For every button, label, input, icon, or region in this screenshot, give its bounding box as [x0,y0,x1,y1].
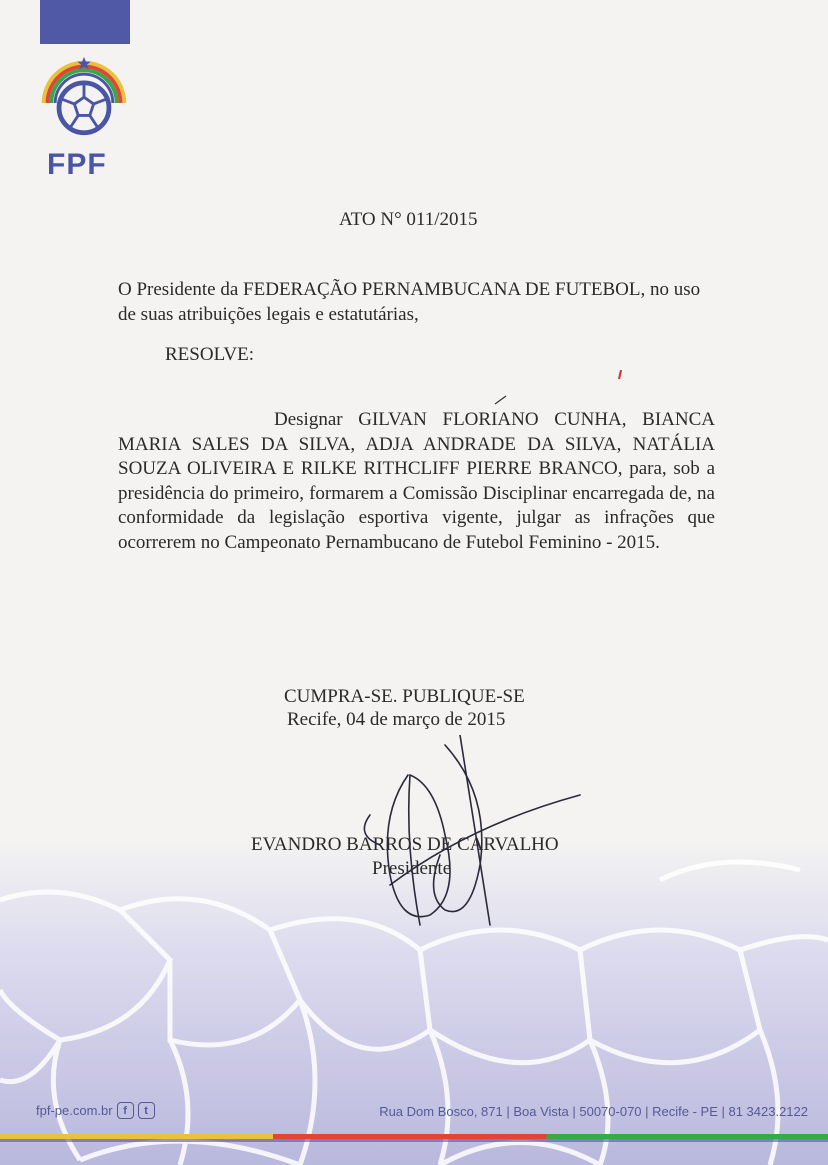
facebook-icon[interactable]: f [117,1102,134,1119]
body-paragraph [118,408,715,555]
place-and-date: Recife, 04 de março de 2015 [287,709,506,730]
fpf-seal-logo [36,55,132,151]
footer-address: Rua Dom Bosco, 871 | Boa Vista | 50070-070 | Recife - PE | 81 3423.2122 [379,1104,808,1119]
handwritten-signature [350,735,590,935]
footer-contact [36,1102,155,1119]
body-text: Designar GILVAN FLORIANO CUNHA, BIANCA MARIA SALES DA SILVA, ADJA ANDRADE DA SILVA, NATÁLIA SOUZA OLIVEIRA E RILKE RITHCLIFF PIERRE BRANCO, para, sob a presidência do primeiro, formarem a Comissão Disciplinar encarregada de, na conformidade da legislação esportiva vigente, julgar as infrações que ocorrerem no Campeonato Pernambucano de Futebol Feminino - 2015. [118,409,715,553]
blue-stripe [0,1139,828,1142]
act-title: ATO N° 011/2015 [339,209,478,230]
resolve-heading: RESOLVE: [165,344,255,365]
pen-mark [494,394,508,406]
fpf-wordmark: FPF [47,148,107,181]
closing-formula: CUMPRA-SE. PUBLIQUE-SE [284,686,525,707]
red-ink-mark [617,370,623,380]
signer-role: Presidente [372,858,452,879]
corner-tab [40,0,130,44]
website-link[interactable]: fpf-pe.com.br [36,1103,113,1118]
intro-paragraph: O Presidente da FEDERAÇÃO PERNAMBUCANA DE FUTEBOL, no uso de suas atribuições legais e estatutárias, [118,279,701,325]
signer-name: EVANDRO BARROS DE CARVALHO [251,834,559,855]
twitter-icon[interactable]: t [138,1102,155,1119]
